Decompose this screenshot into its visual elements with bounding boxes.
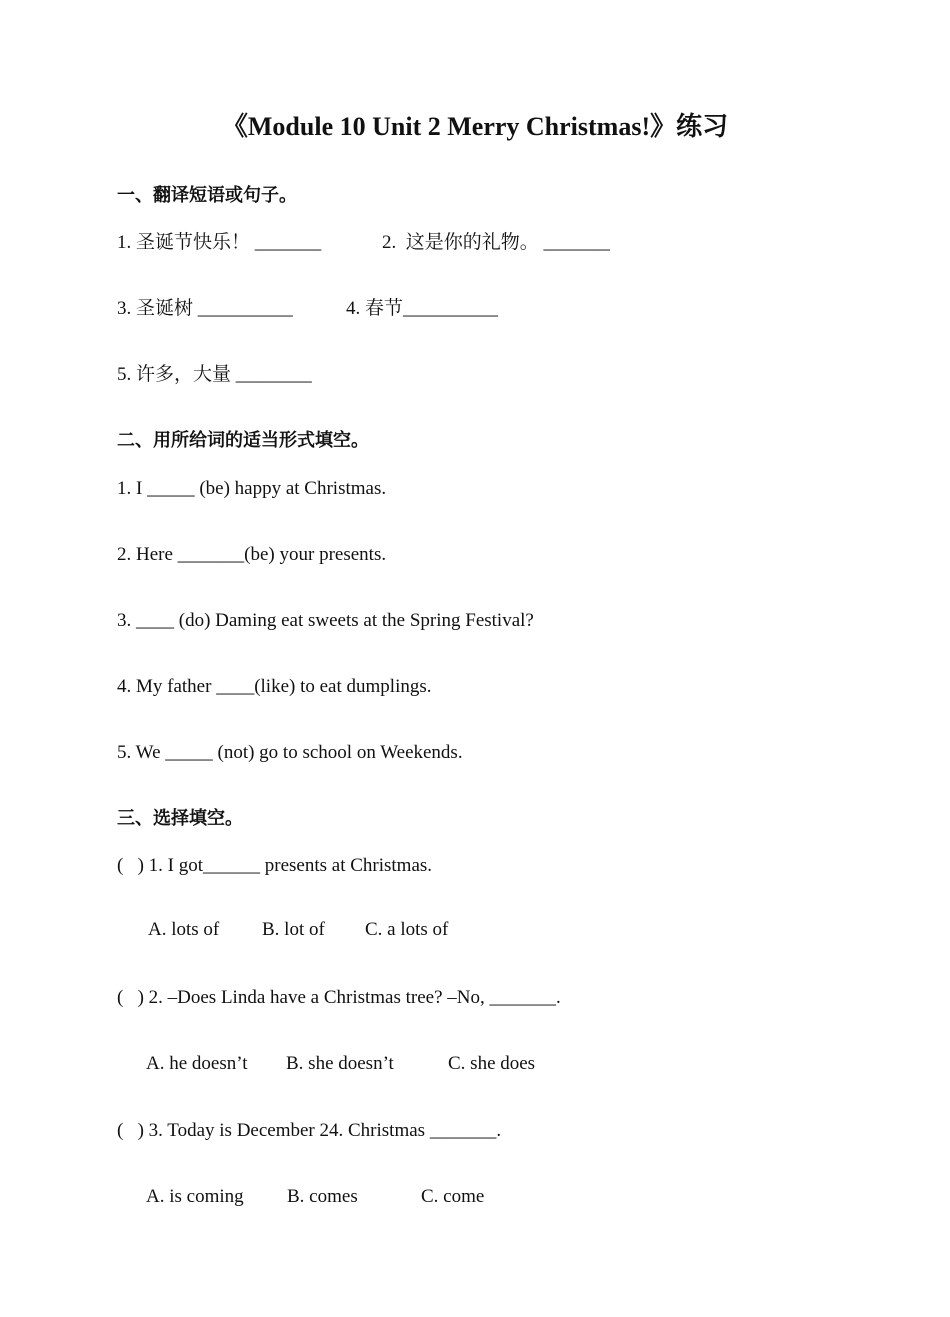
choice-1-option-c: C. a lots of <box>365 919 449 940</box>
translate-item-4: 4. 春节__________ <box>346 298 499 319</box>
fill-item-1: 1. I _____ (be) happy at Christmas. <box>117 478 387 499</box>
choice-1-option-b: B. lot of <box>262 919 325 940</box>
fill-item-5: 5. We _____ (not) go to school on Weekends. <box>117 742 463 763</box>
choice-question-2: ( ) 2. –Does Linda have a Christmas tree? –No, _______. <box>117 987 561 1008</box>
choice-2-option-b: B. she doesn’t <box>286 1053 394 1074</box>
section-heading-translate: 一、翻译短语或句子。 <box>117 185 297 206</box>
choice-1-option-a: A. lots of <box>148 919 220 940</box>
section-heading-fill-in: 二、用所给词的适当形式填空。 <box>117 430 369 451</box>
translate-item-2: 2. 这是你的礼物。 _______ <box>382 232 611 253</box>
fill-item-4: 4. My father ____(like) to eat dumplings. <box>117 676 432 697</box>
translate-item-3: 3. 圣诞树 __________ <box>117 298 293 319</box>
choice-2-option-a: A. he doesn’t <box>146 1053 248 1074</box>
choice-question-1: ( ) 1. I got______ presents at Christmas. <box>117 855 433 876</box>
choice-question-3: ( ) 3. Today is December 24. Christmas _______. <box>117 1120 502 1141</box>
page-title: 《Module 10 Unit 2 Merry Christmas!》练习 <box>221 112 729 141</box>
fill-item-2: 2. Here _______(be) your presents. <box>117 544 387 565</box>
translate-item-1: 1. 圣诞节快乐！ _______ <box>117 232 322 253</box>
choice-2-option-c: C. she does <box>448 1053 536 1074</box>
translate-item-5: 5. 许多，大量 ________ <box>117 364 312 385</box>
section-heading-multiple-choice: 三、选择填空。 <box>117 808 243 829</box>
choice-3-option-a: A. is coming <box>146 1186 244 1207</box>
fill-item-3: 3. ____ (do) Daming eat sweets at the Spring Festival? <box>117 610 534 631</box>
choice-3-option-c: C. come <box>421 1186 485 1207</box>
choice-3-option-b: B. comes <box>287 1186 358 1207</box>
